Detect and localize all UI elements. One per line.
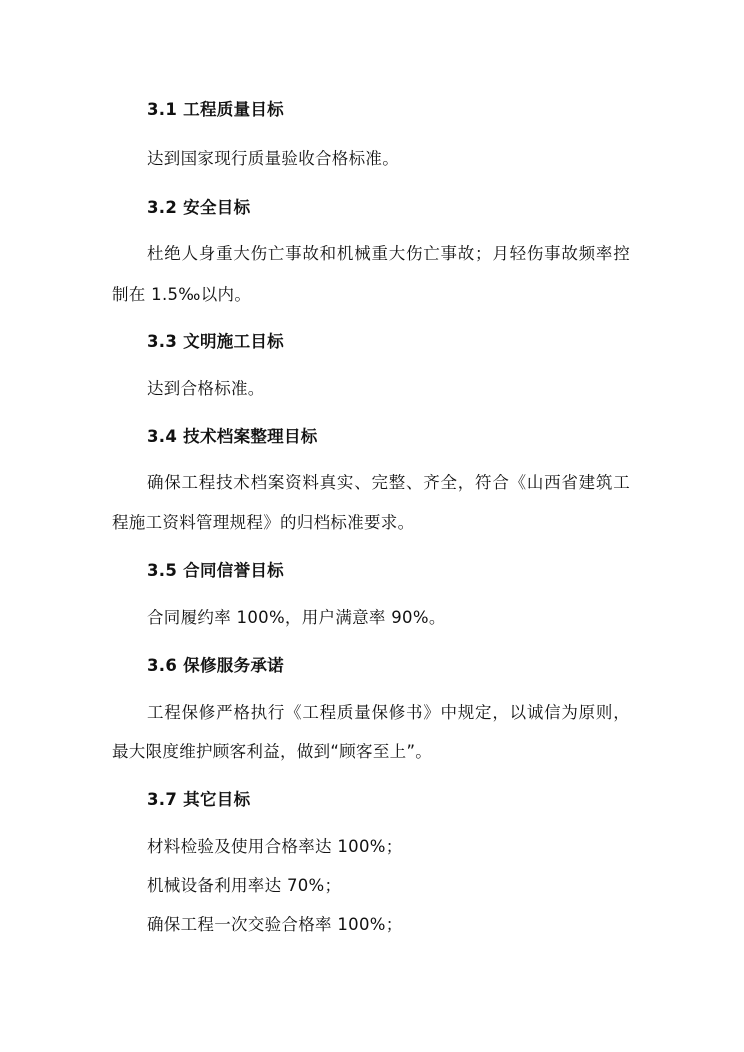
section-3-7-text-line-2: 机械设备利用率达 70%； <box>147 876 342 895</box>
section-3-2-text-line-2: 制在 1.5‰以内。 <box>112 285 252 304</box>
section-heading-3-6: 3.6 保修服务承诺 <box>147 656 284 675</box>
section-3-4-text-line-2: 程施工资料管理规程》的归档标准要求。 <box>112 513 415 532</box>
section-3-2-text-line-1: 杜绝人身重大伤亡事故和机械重大伤亡事故；月轻伤事故频率控 <box>147 244 630 263</box>
section-heading-3-5: 3.5 合同信誉目标 <box>147 561 284 580</box>
section-heading-3-3: 3.3 文明施工目标 <box>147 332 284 351</box>
section-heading-3-7: 3.7 其它目标 <box>147 790 251 809</box>
section-3-5-text: 合同履约率 100%，用户满意率 90%。 <box>147 608 446 627</box>
section-3-4-text-line-1: 确保工程技术档案资料真实、完整、齐全，符合《山西省建筑工 <box>147 473 630 492</box>
section-3-6-text-line-2: 最大限度维护顾客利益，做到“顾客至上”。 <box>112 742 433 761</box>
section-3-7-text-line-3: 确保工程一次交验合格率 100%； <box>147 915 403 934</box>
section-heading-3-4: 3.4 技术档案整理目标 <box>147 427 318 446</box>
section-3-7-text-line-1: 材料检验及使用合格率达 100%； <box>147 837 403 856</box>
section-3-3-text: 达到合格标准。 <box>147 379 265 398</box>
section-3-6-text-line-1: 工程保修严格执行《工程质量保修书》中规定，以诚信为原则， <box>147 703 630 722</box>
section-heading-3-2: 3.2 安全目标 <box>147 198 251 217</box>
section-3-1-text: 达到国家现行质量验收合格标准。 <box>147 149 399 168</box>
section-heading-3-1: 3.1 工程质量目标 <box>147 100 284 119</box>
